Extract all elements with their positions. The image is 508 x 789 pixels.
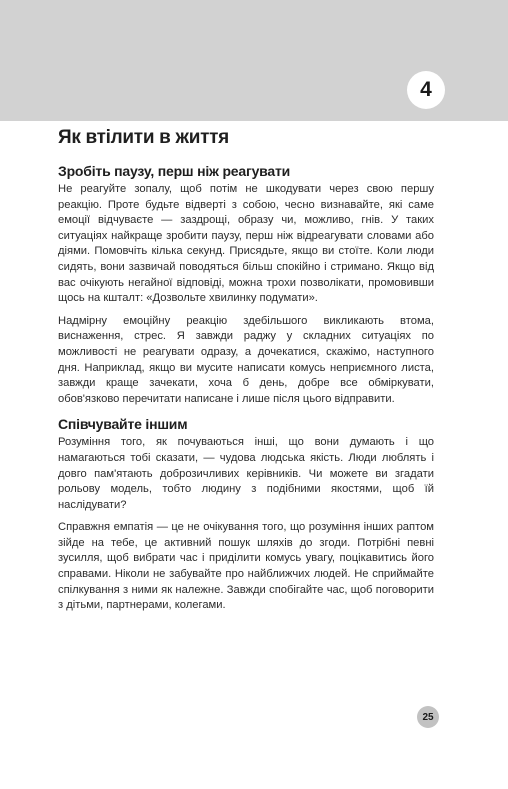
page-number: 25	[417, 706, 439, 728]
section-pause	[58, 162, 434, 407]
paragraph: Справжня емпатія — це не очікування того, що розуміння інших раптом зійде на тебе, це активний пошук шляхів до згоди. Потрібні певні зусилля, щоб вибрати час і приділити комусь увагу, поцікавитись його справами. Ніколи не забувайте про найближчих людей. Не сприймайте спілкування з ними як належне. Завжди спобігайте час, щоб поговорити з дітьми, партнерами, колегами.	[58, 521, 434, 612]
page-title: Як втілити в життя	[58, 127, 229, 148]
paragraph: Розуміння того, як почуваються інші, що вони думають і що намагаються тобі сказати, — чудова людська якість. Люди люблять і довго пам'ятають доброзичливих керівників. Чи можете ви згадати рольову модель, тобто людину з подібними якостями, щоб їй наслідувати?	[58, 436, 434, 511]
chapter-number-badge: 4	[407, 71, 445, 109]
section-empathy	[58, 415, 434, 614]
section-heading: Зробіть паузу, перш ніж реагувати	[58, 163, 291, 179]
paragraph: Надмірну емоційну реакцію здебільшого викликають втома, виснаження, стрес. Я завжди раджу у складних ситуаціях по можливості не реагувати одразу, а дочекатися, скажімо, наступного дня. Наприклад, якщо ви мусите написати комусь неприємного листа, завжди краще зачекати, хоча б день, добре все обміркувати, обов'язково перечитати написане і лише після цього відправити.	[58, 314, 434, 405]
header-band	[0, 0, 508, 121]
section-heading: Співчувайте іншим	[58, 416, 188, 433]
page-content	[58, 126, 434, 614]
paragraph: Не реагуйте зопалу, щоб потім не шкодувати через свою першу реакцію. Проте будьте відверті з собою, чесно визнавайте, які саме емоції відчуваєте — заздрощі, образу чи, можливо, гнів. У таких ситуаціях найкраще зробити паузу, перш ніж відреагувати словами або діями. Помовчіть кілька секунд. Присядьте, якщо ви стоїте. Коли люди сидять, вони зазвичай поводяться більш спокійно і стримано. Якщо від вас очікують негайної відповіді, можна трохи позволікати, промовивши щось на кшталт: «Дозвольте хвилинку подумати».	[58, 183, 434, 305]
